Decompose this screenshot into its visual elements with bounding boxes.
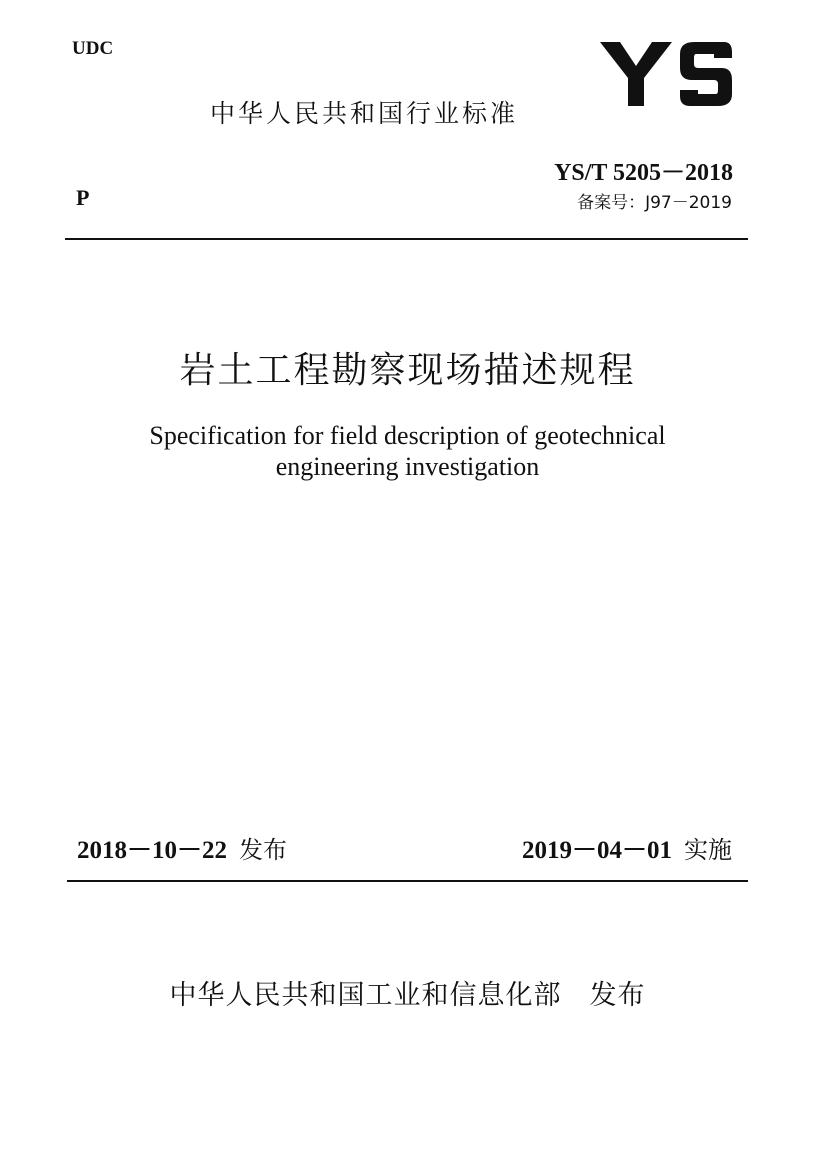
title-chinese: 岩土工程勘察现场描述规程 [179,350,636,390]
issuing-authority: 中华人民共和国工业和信息化部 发布 [169,980,646,1011]
udc-label: UDC [72,38,114,59]
implement-date: 2019－04－01 [521,837,672,864]
top-divider [65,238,748,240]
title-english-line1: Specification for field description of geotechnical [149,421,666,450]
standard-number: YS/T 5205－2018 [554,160,733,186]
standard-category: 中华人民共和国行业标准 [210,99,519,128]
implement-label: 实施 [684,836,732,864]
issue-date-block [77,830,287,866]
implement-date-block [522,830,732,866]
title-english [0,420,815,482]
bottom-divider [67,880,748,882]
issue-date: 2018－10－22 [77,837,228,864]
filing-number: 备案号：J97－2019 [577,193,732,213]
title-english-line2: engineering investigation [275,452,540,481]
issue-label: 发布 [239,836,288,864]
classification-code: P [76,185,90,210]
ys-logo [598,36,734,108]
